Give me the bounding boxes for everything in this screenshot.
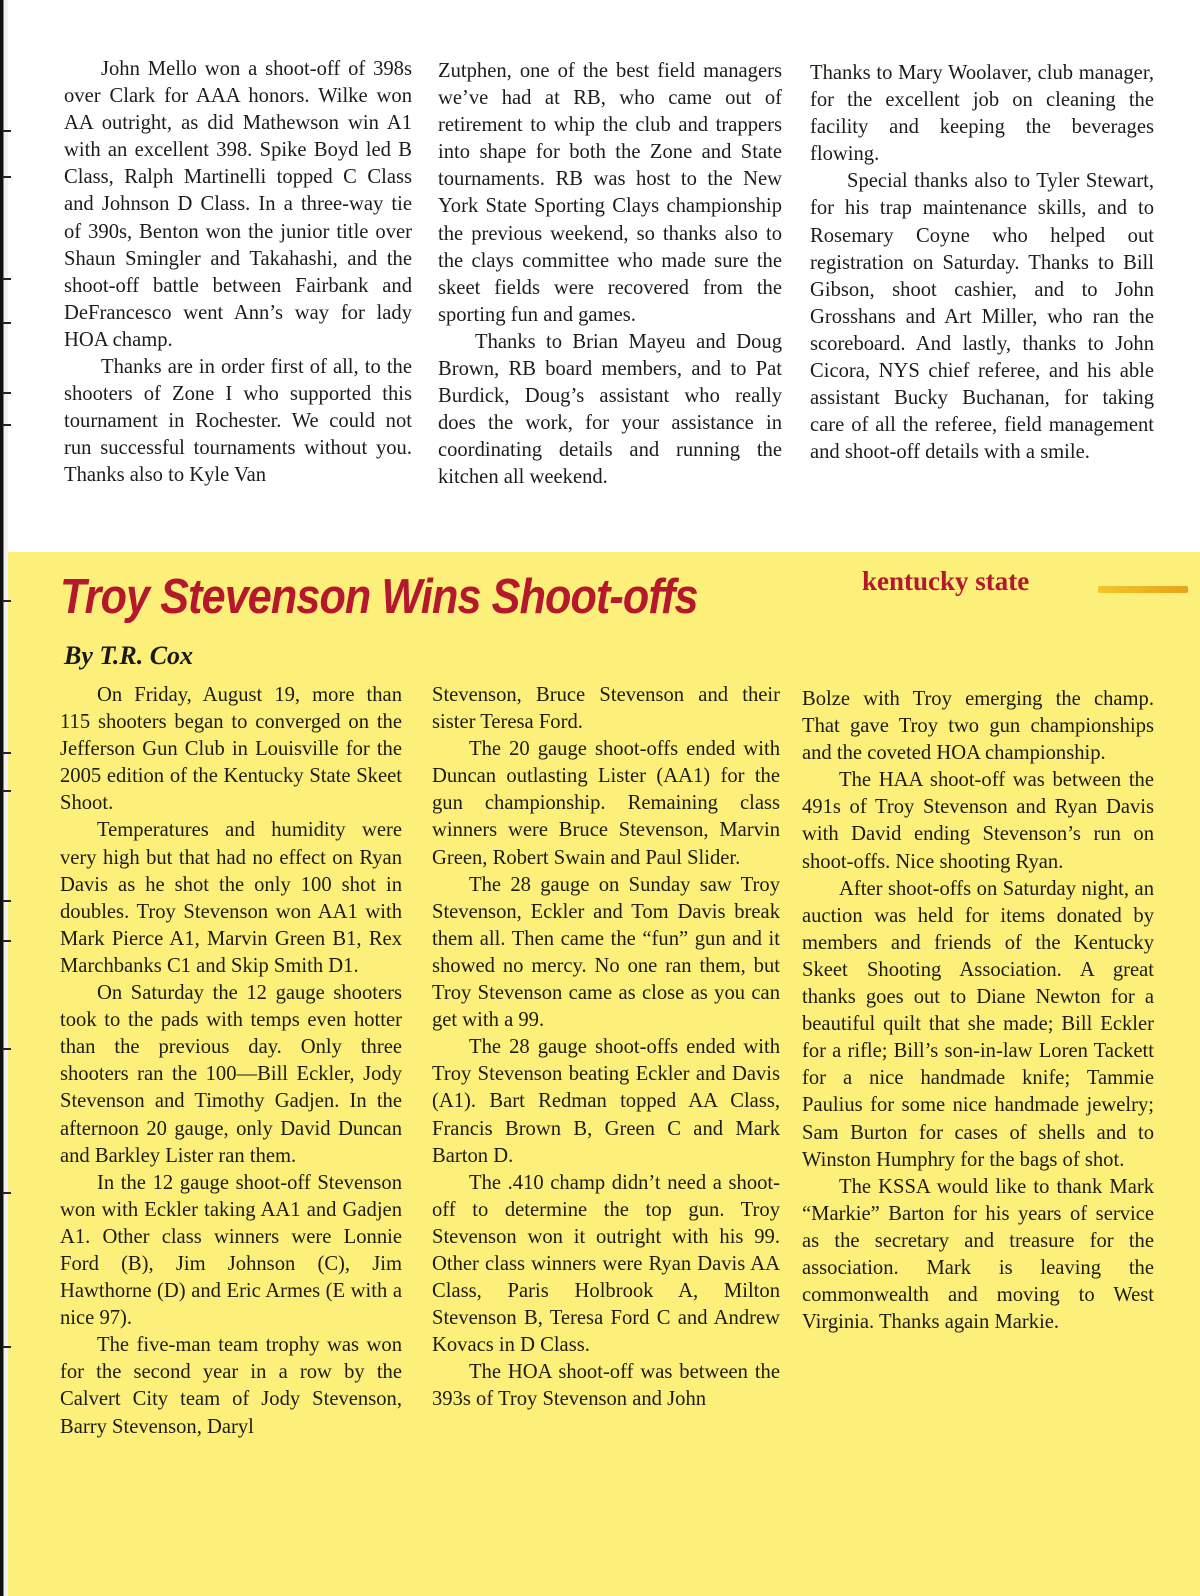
paragraph: The HAA shoot-off was between the 491s of Troy Stevenson and Ryan Davis with David ending Stevenson’s run on shoot-offs. Nice shooting Ryan. xyxy=(802,769,1154,873)
paragraph: The KSSA would like to thank Mark “Markie” Barton for his years of service as the secretary and treasure for the association. Mark is leaving the commonwealth and moving to West Virginia. Thanks again Markie. xyxy=(802,1175,1154,1334)
top-article-column-2 xyxy=(438,58,782,492)
paragraph: After shoot-offs on Saturday night, an auction was held for items donated by members and friends of the Kentucky Skeet Shooting Association. A great thanks goes out to Diane Newton for a beautiful quilt that she made; Bill Eckler for a rifle; Bill’s son-in-law Loren Tackett for a nice handmade knife; Tammie Paulius for some nice handmade jewelry; Sam Burton for cases of shells and to Winston Humphry for the bags of shot. xyxy=(802,877,1154,1171)
paragraph: The five-man team trophy was won for the second year in a row by the Calvert City team of Jody Stevenson, Barry Stevenson, Daryl xyxy=(60,1334,402,1438)
article-column-3 xyxy=(802,686,1154,1336)
article-byline: By T.R. Cox xyxy=(64,641,194,670)
article-column-2 xyxy=(432,682,780,1414)
paragraph: Zutphen, one of the best field managers we’ve had at RB, who came out of retirement to whip the club and trappers into shape for both the Zone and State tournaments. RB was host to the New York State Sporting Clays championship the previous weekend, so thanks also to the clays committee who made sure the skeet fields were recovered from the sporting fun and games. xyxy=(438,60,782,326)
top-article-column-3 xyxy=(810,60,1154,466)
binding-edge xyxy=(0,0,8,1596)
paragraph: In the 12 gauge shoot-off Stevenson won with Eckler taking AA1 and Gadjen A1. Other class winners were Lonnie Ford (B), Jim Johnson (C), Jim Hawthorne (D) and Eric Armes (E with a nice 97). xyxy=(60,1171,402,1330)
paragraph: The HOA shoot-off was between the 393s of Troy Stevenson and John xyxy=(432,1361,780,1411)
article-column-1 xyxy=(60,682,402,1441)
paragraph: Temperatures and humidity were very high but that had no effect on Ryan Davis as he shot the only 100 shot in doubles. Troy Stevenson won AA1 with Mark Pierce A1, Marvin Green B1, Rex Marchbanks C1 and Skip Smith D1. xyxy=(60,819,402,977)
paragraph: John Mello won a shoot-off of 398s over Clark for AAA honors. Wilke won AA outright, as did Mathewson win A1 with an excellent 398. Spike Boyd led B Class, Ralph Martinelli topped C Class and Johnson D Class. In a three-way tie of 390s, Benton won the junior title over Shaun Smingler and Takahashi, and the shoot-off battle between Fairbank and DeFrancesco went Ann’s way for lady HOA champ. xyxy=(64,58,412,351)
paragraph: The 28 gauge on Sunday saw Troy Stevenson, Eckler and Tom Davis break them all. Then came the “fun” gun and it showed no mercy. No one ran them, but Troy Stevenson came as close as you can get with a 99. xyxy=(432,873,780,1032)
paragraph: Bolze with Troy emerging the champ. That gave Troy two gun championships and the coveted HOA championship. xyxy=(802,688,1154,765)
paragraph: The 28 gauge shoot-offs ended with Troy Stevenson beating Eckler and Davis (A1). Bart Redman topped AA Class, Francis Brown B, Green C and Mark Barton D. xyxy=(432,1036,780,1167)
paragraph: Special thanks also to Tyler Stewart, for his trap maintenance skills, and to Rosemary Coyne who helped out registration on Saturday. Thanks to Bill Gibson, shoot cashier, and to John Grosshans and Art Miller, who ran the scoreboard. And lastly, thanks to John Cicora, NYS chief referee, and his able assistant Bucky Buchanan, for taking care of all the referee, field management and shoot-off details with a smile. xyxy=(810,170,1154,464)
paragraph: The .410 champ didn’t need a shoot-off to determine the top gun. Troy Stevenson won it outright with his 99. Other class winners were Ryan Davis AA Class, Paris Holbrook A, Milton Stevenson B, Teresa Ford C and Andrew Kovacs in D Class. xyxy=(432,1171,780,1357)
paragraph: On Saturday the 12 gauge shooters took to the pads with temps even hotter than the previous day. Only three shooters ran the 100—Bill Eckler, Jody Stevenson and Timothy Gadjen. In the afternoon 20 gauge, only David Duncan and Barkley Lister ran them. xyxy=(60,982,402,1167)
top-article-column-1 xyxy=(64,56,412,490)
section-accent-bar xyxy=(1098,586,1188,593)
paragraph: Thanks to Brian Mayeu and Doug Brown, RB board members, and to Pat Burdick, Doug’s assistant who really does the work, for your assistance in coordinating details and running the kitchen all weekend. xyxy=(438,330,782,489)
article-headline: Troy Stevenson Wins Shoot-offs xyxy=(60,570,698,624)
paragraph: Thanks to Mary Woolaver, club manager, for the excellent job on cleaning the facility and keeping the beverages flowing. xyxy=(810,62,1154,166)
paragraph: Thanks are in order first of all, to the shooters of Zone I who supported this tournament in Rochester. We could not run successful tournaments without you. Thanks also to Kyle Van xyxy=(64,356,412,487)
paragraph: Stevenson, Bruce Stevenson and their sister Teresa Ford. xyxy=(432,684,780,734)
section-label: kentucky state xyxy=(862,566,1030,596)
paragraph: The 20 gauge shoot-offs ended with Duncan outlasting Lister (AA1) for the gun championship. Remaining class winners were Bruce Stevenson, Marvin Green, Robert Swain and Paul Slider. xyxy=(432,738,780,869)
paragraph: On Friday, August 19, more than 115 shooters began to converged on the Jefferson Gun Club in Louisville for the 2005 edition of the Kentucky State Skeet Shoot. xyxy=(60,684,402,815)
